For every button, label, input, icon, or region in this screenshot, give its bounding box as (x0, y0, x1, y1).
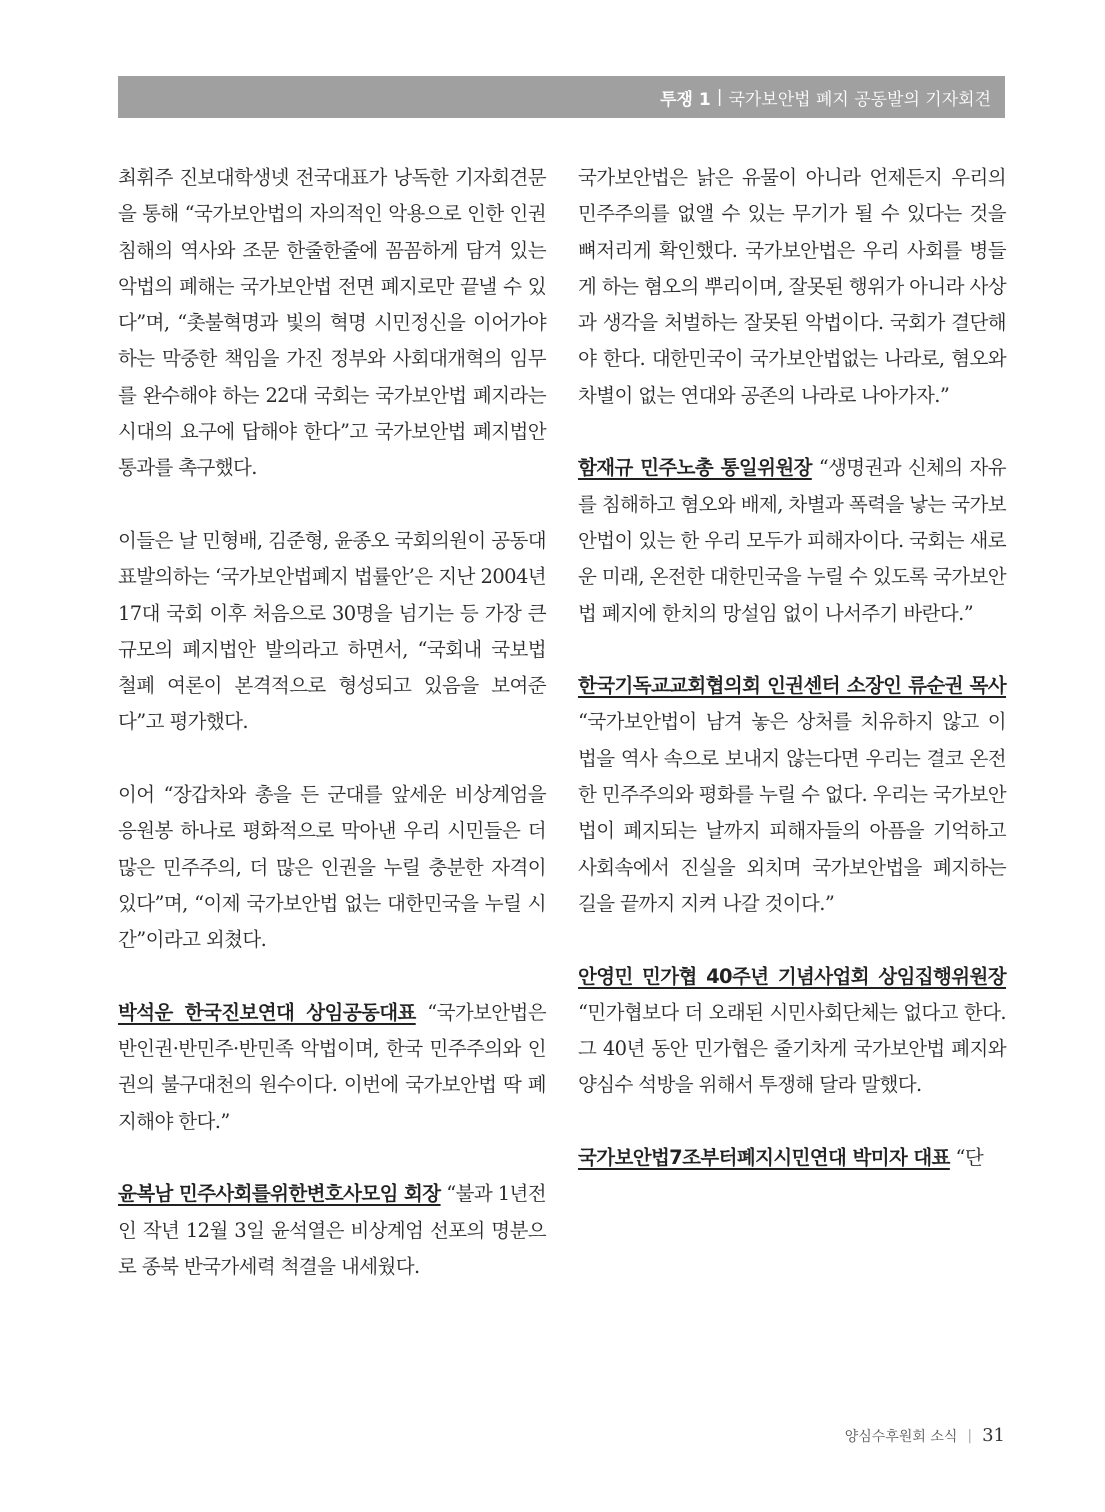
section-label: 투쟁 1 (660, 89, 711, 110)
speaker-paragraph (118, 995, 546, 1140)
paragraph (118, 523, 546, 741)
speaker-name: 한국기독교교회협의회 인권센터 소장인 류순권 목사 (578, 674, 1006, 698)
quote-text: “생명권과 신체의 자유를 침해하고 혐오와 배제, 차별과 폭력을 낳는 국가보안법이 있는 한 우리 모두가 피해자이다. 국회는 새로운 미래, 온전한 대한민국을 누릴 수 있도록 국가보안법 폐지에 한치의 망설임 없이 나서주기 바란다.” (578, 456, 1006, 625)
paragraph-text: 이어 “장갑차와 총을 든 군대를 앞세운 비상계엄을 응원봉 하나로 평화적으로 막아낸 우리 시민들은 더 많은 민주주의, 더 많은 인권을 누릴 충분한 자격이 있다”며, “이제 국가보안법 없는 대한민국을 누릴 시간”이라고 외쳤다. (118, 783, 546, 952)
paragraph-text: 이들은 날 민형배, 김준형, 윤종오 국회의원이 공동대표발의하는 ‘국가보안법폐지 법률안’은 지난 2004년 17대 국회 이후 처음으로 30명을 넘기는 등 가장 큰 규모의 폐지법안 발의라고 하면서, “국회내 국보법 철폐 여론이 본격적으로 형성되고 있음을 보여준다”고 평가했다. (118, 528, 546, 734)
page-number: 31 (982, 1425, 1005, 1446)
speaker-name: 안영민 민가협 40주년 기념사업회 상임집행위원장 (578, 964, 1006, 988)
quote-text: “불과 1년전인 작년 12월 3일 윤석열은 비상계엄 선포의 명분으로 종북 반국가세력 척결을 내세웠다. (118, 1182, 546, 1278)
quote-text: “국가보안법은 반인권·반민주·반민족 악법이며, 한국 민주주의와 인권의 불구대천의 원수이다. 이번에 국가보안법 딱 폐지해야 한다.” (118, 1000, 546, 1133)
quote-text: “단 (949, 1146, 984, 1170)
footer-separator: | (967, 1427, 973, 1444)
speaker-paragraph (578, 668, 1006, 922)
quote-text: “민가협보다 더 오래된 시민사회단체는 없다고 한다. 그 40년 동안 민가협은 줄기차게 국가보안법 폐지와 양심수 석방을 위해서 투쟁해 달라 말했다. (578, 1000, 1006, 1097)
section-title: 국가보안법 폐지 공동발의 기자회견 (728, 89, 991, 110)
speaker-name: 박석운 한국진보연대 상임공동대표 (118, 1000, 416, 1024)
speaker-paragraph (578, 1140, 1006, 1176)
section-header-bar (118, 76, 1005, 118)
paragraph (118, 777, 546, 958)
header-separator: | (716, 87, 723, 107)
paragraph-text: 최휘주 진보대학생넷 전국대표가 낭독한 기자회견문을 통해 “국가보안법의 자의적인 악용으로 인한 인권침해의 역사와 조문 한줄한줄에 꼼꼼하게 담겨 있는 악법의 폐해는 국가보안법 전면 폐지로만 끝낼 수 있다”며, “촛불혁명과 빛의 혁명 시민정신을 이어가야 하는 막중한 책임을 가진 정부와 사회대개혁의 임무를 완수해야 하는 22대 국회는 국가보안법 폐지라는 시대의 요구에 답해야 한다”고 국가보안법 폐지법안 통과를 촉구했다. (118, 166, 546, 480)
left-column (118, 160, 546, 1322)
speaker-paragraph (118, 1176, 546, 1285)
speaker-name: 국가보안법7조부터폐지시민연대 박미자 대표 (578, 1146, 950, 1170)
paragraph (118, 160, 546, 487)
page-footer (845, 1425, 1005, 1446)
publication-name: 양심수후원회 소식 (844, 1428, 958, 1445)
speaker-paragraph (578, 959, 1006, 1104)
right-column (578, 160, 1006, 1213)
paragraph-text: 국가보안법은 낡은 유물이 아니라 언제든지 우리의 민주주의를 없앨 수 있는 무기가 될 수 있다는 것을 뼈저리게 확인했다. 국가보안법은 우리 사회를 병들게 하는 혐오의 뿌리이며, 잘못된 행위가 아니라 사상과 생각을 처벌하는 잘못된 악법이다. 국회가 결단해야 한다. 대한민국이 국가보안법없는 나라로, 혐오와 차별이 없는 연대와 공존의 나라로 나아가자.” (578, 166, 1006, 407)
paragraph (578, 160, 1006, 414)
speaker-name: 윤복남 민주사회를위한변호사모임 회장 (118, 1182, 441, 1206)
speaker-paragraph (578, 450, 1006, 631)
speaker-name: 함재규 민주노총 통일위원장 (578, 456, 812, 480)
quote-text: “국가보안법이 남겨 놓은 상처를 치유하지 않고 이 법을 역사 속으로 보내지 않는다면 우리는 결코 온전한 민주주의와 평화를 누릴 수 없다. 우리는 국가보안법이 폐지되는 날까지 피해자들의 아픔을 기억하고 사회속에서 진실을 외치며 국가보안법을 폐지하는 길을 끝까지 지켜 나갈 것이다.” (578, 710, 1006, 915)
